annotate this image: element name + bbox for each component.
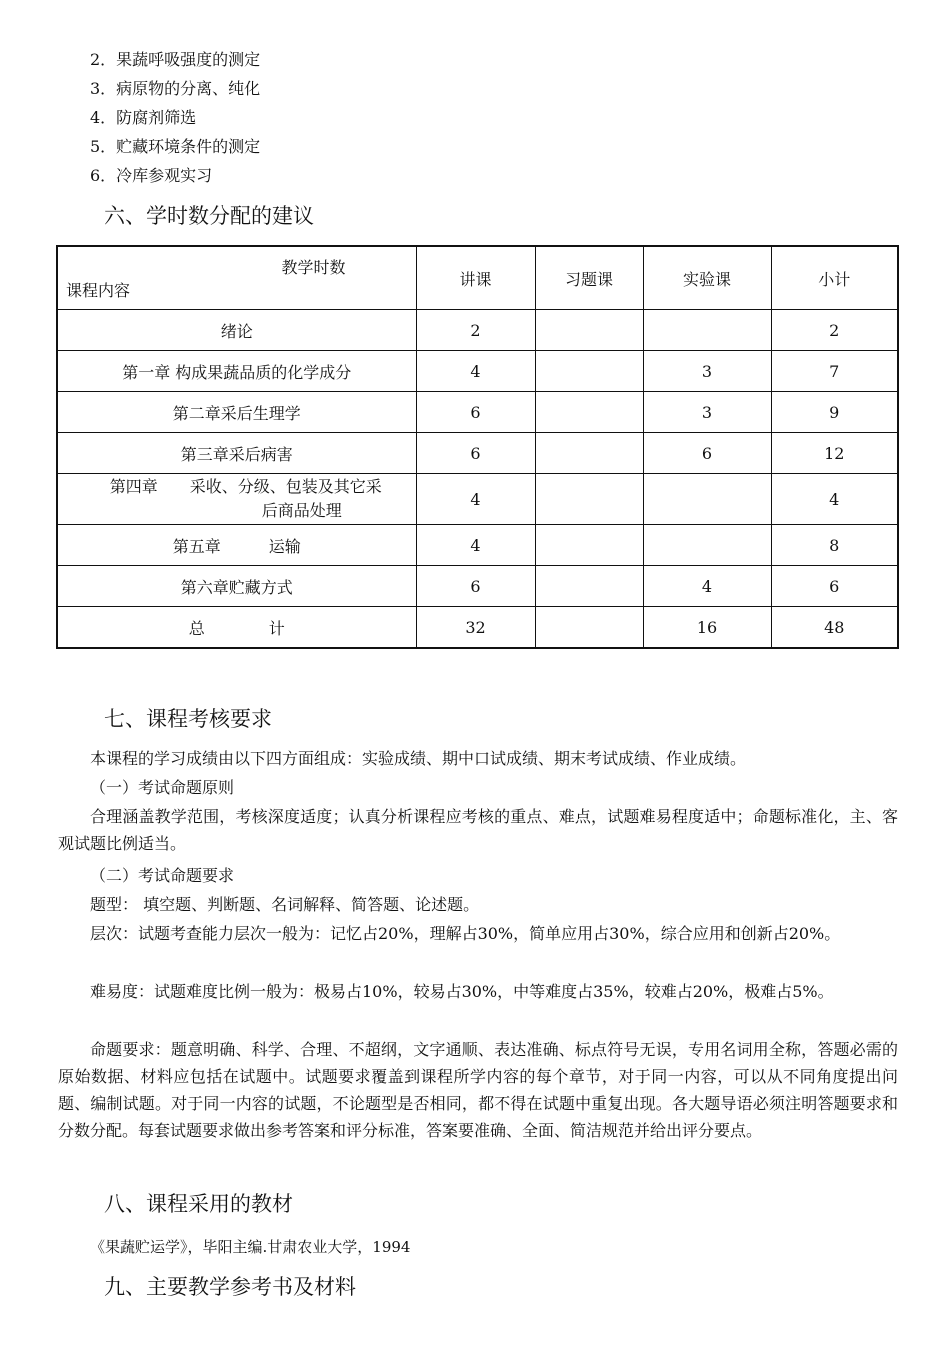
- cell-lecture: 6: [416, 566, 535, 607]
- cell-lab: 16: [643, 607, 771, 649]
- cell-exercise: [535, 566, 643, 607]
- intro-paragraph: 本课程的学习成绩由以下四方面组成：实验成绩、期中口试成绩、期末考试成绩、作业成绩。: [90, 749, 747, 768]
- column-header: 讲课: [416, 246, 535, 310]
- list-item: 6．冷库参观实习: [90, 166, 213, 185]
- cell-lecture: 6: [416, 392, 535, 433]
- cell-exercise: [535, 310, 643, 351]
- table-row: [57, 474, 898, 525]
- cell-subtotal: 4: [771, 474, 898, 525]
- cell-exercise: [535, 392, 643, 433]
- table-row: [57, 310, 898, 351]
- row-name: 第六章贮藏方式: [57, 566, 416, 607]
- list-item: 3．病原物的分离、纯化: [90, 79, 261, 98]
- cell-subtotal: 12: [771, 433, 898, 474]
- table-header-row: [57, 246, 898, 310]
- cell-subtotal: 6: [771, 566, 898, 607]
- row-name: 绪论: [57, 310, 416, 351]
- cell-lecture: 4: [416, 525, 535, 566]
- table-row: [57, 433, 898, 474]
- row-name: 第二章采后生理学: [57, 392, 416, 433]
- column-header: 实验课: [643, 246, 771, 310]
- section-heading-8: 八、课程采用的教材: [104, 1192, 293, 1216]
- levels-paragraph: 层次：试题考查能力层次一般为：记忆占20%，理解占30%，简单应用占30%，综合应用和创新占20%。: [90, 924, 841, 943]
- column-header: 小计: [771, 246, 898, 310]
- cell-subtotal: 7: [771, 351, 898, 392]
- cell-lecture: 4: [416, 351, 535, 392]
- cell-exercise: [535, 525, 643, 566]
- row-name: [57, 474, 416, 525]
- difficulty-paragraph: 难易度：试题难度比例一般为：极易占10%，较易占30%，中等难度占35%，较难占20%，极难占5%。: [90, 982, 834, 1001]
- principle-paragraph: 合理涵盖教学范围，考核深度适度；认真分析课程应考核的重点、难点，试题难易程度适中；命题标准化，主、客观试题比例适当。: [58, 807, 898, 853]
- cell-lecture: 6: [416, 433, 535, 474]
- section-heading-9: 九、主要教学参考书及材料: [104, 1275, 356, 1299]
- cell-lab: 6: [643, 433, 771, 474]
- cell-lab: [643, 474, 771, 525]
- cell-subtotal: 8: [771, 525, 898, 566]
- table-row: [57, 566, 898, 607]
- row-name: 第一章 构成果蔬品质的化学成分: [57, 351, 416, 392]
- row-name: 第三章采后病害: [57, 433, 416, 474]
- requirements-paragraph: 命题要求：题意明确、科学、合理、不超纲，文字通顺、表达准确、标点符号无误，专用名词用全称，答题必需的原始数据、材料应包括在试题中。试题要求覆盖到课程所学内容的每个章节，对于同一内容，可以从不同角度提出问题、编制试题。对于同一内容的试题，不论题型是否相同，都不得在试题中重复出现。各大题导语必须注明答题要求和分数分配。每套试题要求做出参考答案和评分标准，答案要准确、全面、简洁规范并给出评分要点。: [58, 1040, 898, 1140]
- table-row: [57, 392, 898, 433]
- cell-lab: [643, 310, 771, 351]
- row-name: 第五章 运输: [57, 525, 416, 566]
- row-name: 总 计: [57, 607, 416, 649]
- cell-exercise: [535, 351, 643, 392]
- cell-lecture: 32: [416, 607, 535, 649]
- question-types: 题型： 填空题、判断题、名词解释、简答题、论述题。: [90, 895, 480, 914]
- list-item: 5．贮藏环境条件的测定: [90, 137, 261, 156]
- cell-subtotal: 48: [771, 607, 898, 649]
- corner-top-label: 教学时数: [281, 258, 346, 277]
- section-heading-6: 六、学时数分配的建议: [104, 204, 314, 228]
- corner-bottom-label: 课程内容: [66, 281, 131, 300]
- cell-exercise: [535, 433, 643, 474]
- subheading-requirements: （二）考试命题要求: [90, 866, 235, 885]
- cell-exercise: [535, 474, 643, 525]
- cell-lecture: 4: [416, 474, 535, 525]
- textbook-citation: 《果蔬贮运学》，毕阳主编.甘肃农业大学，1994: [90, 1238, 411, 1256]
- table-row: [57, 351, 898, 392]
- row-name-line1: 第四章 采收、分级、包装及其它采: [109, 477, 382, 496]
- cell-lab: 3: [643, 392, 771, 433]
- list-item: 2．果蔬呼吸强度的测定: [90, 50, 261, 69]
- subheading-principles: （一）考试命题原则: [90, 778, 235, 797]
- table-corner-cell: [57, 246, 416, 310]
- cell-lab: 3: [643, 351, 771, 392]
- cell-exercise: [535, 607, 643, 649]
- table-row: [57, 525, 898, 566]
- cell-lecture: 2: [416, 310, 535, 351]
- cell-subtotal: 2: [771, 310, 898, 351]
- list-item: 4．防腐剂筛选: [90, 108, 197, 127]
- column-header: 习题课: [535, 246, 643, 310]
- section-heading-7: 七、课程考核要求: [104, 707, 272, 731]
- cell-lab: [643, 525, 771, 566]
- row-name-line2: 后商品处理: [261, 501, 342, 520]
- table-total-row: [57, 607, 898, 649]
- hours-table: [56, 245, 899, 649]
- cell-subtotal: 9: [771, 392, 898, 433]
- cell-lab: 4: [643, 566, 771, 607]
